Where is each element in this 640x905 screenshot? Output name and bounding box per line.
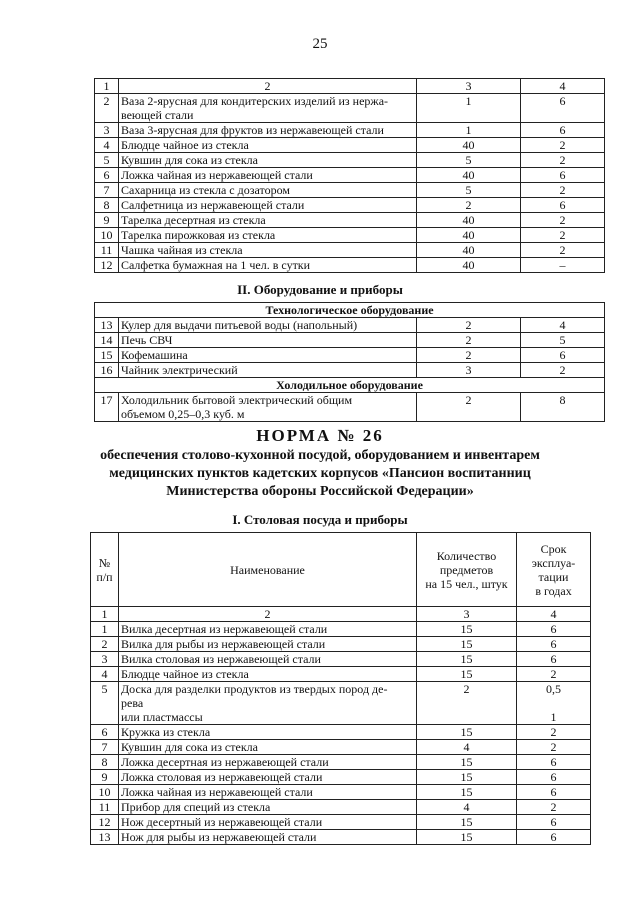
table-row	[95, 94, 605, 123]
item-quantity: 15	[417, 830, 517, 845]
item-name-line: объемом 0,25–0,3 куб. м	[121, 407, 245, 421]
item-quantity: 1	[417, 123, 521, 138]
item-term-value: 6	[550, 770, 557, 784]
item-name	[119, 94, 417, 123]
item-term-value: 2	[550, 667, 557, 681]
item-quantity: 15	[417, 637, 517, 652]
table-row	[95, 258, 605, 273]
item-quantity: 15	[417, 815, 517, 830]
item-term: 6	[521, 94, 605, 123]
norma-title-line: Министерства обороны Российской Федерации»	[166, 484, 474, 499]
item-name	[119, 213, 417, 228]
item-term-value: 6	[550, 652, 557, 666]
item-name	[119, 153, 417, 168]
row-number: 10	[95, 228, 119, 243]
row-number: 2	[95, 94, 119, 123]
row-number: 7	[91, 740, 119, 755]
item-name-line: Кофемашина	[121, 348, 188, 362]
item-name	[119, 243, 417, 258]
item-term: 2	[521, 213, 605, 228]
table-row	[95, 363, 605, 378]
item-quantity: 3	[417, 363, 521, 378]
col-header-number	[91, 533, 119, 607]
item-name-line: Вилка столовая из нержавеющей стали	[121, 652, 321, 666]
row-number: 3	[95, 123, 119, 138]
item-quantity: 40	[417, 138, 521, 153]
item-quantity: 5	[417, 183, 521, 198]
subheader-refrigeration-row	[95, 378, 605, 393]
item-quantity: 40	[417, 243, 521, 258]
table-equipment	[94, 302, 605, 422]
item-name-line: Ложка столовая из нержавеющей стали	[121, 770, 323, 784]
item-term: 6	[521, 348, 605, 363]
item-name-line: Салфетница из нержавеющей стали	[121, 198, 305, 212]
item-quantity: 2	[417, 198, 521, 213]
item-term-value: 6	[550, 622, 557, 636]
item-name-line: Тарелка десертная из стекла	[121, 213, 266, 227]
item-name	[119, 740, 417, 755]
col-header-quantity	[417, 533, 517, 607]
item-term: 4	[521, 318, 605, 333]
table-row	[91, 830, 591, 845]
item-term	[517, 770, 591, 785]
item-quantity: 40	[417, 228, 521, 243]
row-number: 6	[95, 168, 119, 183]
item-term-value: 6	[550, 830, 557, 844]
col-header-name: Наименование	[119, 533, 417, 607]
item-name	[119, 652, 417, 667]
row-number: 15	[95, 348, 119, 363]
item-term: 6	[521, 198, 605, 213]
item-quantity: 2	[417, 333, 521, 348]
item-term	[517, 622, 591, 637]
item-name-line: Ложка чайная из нержавеющей стали	[121, 785, 313, 799]
col-header-text: Срок	[540, 541, 567, 556]
table-row	[95, 198, 605, 213]
column-number: 4	[521, 79, 605, 94]
table-row	[91, 815, 591, 830]
row-number: 11	[91, 800, 119, 815]
item-term-value: 6	[550, 637, 557, 651]
col-header-text: предметов	[439, 562, 494, 577]
col-header-term	[517, 533, 591, 607]
item-name-line: Чайник электрический	[121, 363, 238, 377]
item-quantity: 15	[417, 785, 517, 800]
norma-heading: НОРМА № 26	[256, 426, 384, 445]
table-row	[91, 652, 591, 667]
table-row	[95, 393, 605, 422]
item-quantity: 2	[417, 318, 521, 333]
table-header-row	[91, 533, 591, 607]
row-number: 4	[91, 667, 119, 682]
item-term	[517, 725, 591, 740]
item-name	[119, 258, 417, 273]
item-name-line: Тарелка пирожковая из стекла	[121, 228, 276, 242]
page-number: 25	[312, 36, 328, 52]
item-name-line: Кружка из стекла	[121, 725, 211, 739]
col-header-text: п/п	[96, 569, 113, 584]
table-tableware	[90, 532, 591, 845]
item-name	[119, 785, 417, 800]
col-header-text: №	[98, 555, 111, 570]
item-term	[517, 740, 591, 755]
column-numbers-row	[91, 607, 591, 622]
item-name-line: Холодильник бытовой электрический общим	[121, 393, 353, 407]
item-term: 6	[521, 123, 605, 138]
row-number: 13	[95, 318, 119, 333]
table-row	[95, 243, 605, 258]
row-number: 11	[95, 243, 119, 258]
table-row	[91, 637, 591, 652]
item-term: 5	[521, 333, 605, 348]
item-name-line: Вилка для рыбы из нержавеющей стали	[121, 637, 326, 651]
item-term: 2	[521, 228, 605, 243]
item-name	[119, 770, 417, 785]
row-number: 2	[91, 637, 119, 652]
item-name-line: Нож десертный из нержавеющей стали	[121, 815, 323, 829]
item-term-value: 0,5	[546, 682, 561, 696]
item-name	[119, 168, 417, 183]
item-term-value: 2	[550, 725, 557, 739]
table-row	[95, 228, 605, 243]
item-name	[119, 682, 417, 725]
row-number: 7	[95, 183, 119, 198]
row-number: 8	[91, 755, 119, 770]
item-quantity: 15	[417, 652, 517, 667]
item-term	[517, 755, 591, 770]
item-term-value	[519, 696, 588, 710]
item-name	[119, 123, 417, 138]
item-name-line: Вилка десертная из нержавеющей стали	[121, 622, 328, 636]
col-header-text: эксплуа-	[531, 555, 576, 570]
item-quantity: 15	[417, 725, 517, 740]
item-name	[119, 622, 417, 637]
table-row	[95, 348, 605, 363]
column-number: 1	[91, 607, 119, 622]
item-name-line: веющей стали	[121, 108, 194, 122]
column-number: 1	[95, 79, 119, 94]
item-name	[119, 183, 417, 198]
item-term	[517, 830, 591, 845]
item-name	[119, 725, 417, 740]
item-name-line: рева	[121, 696, 144, 710]
item-term-value: 2	[550, 740, 557, 754]
section-2-title: II. Оборудование и приборы	[237, 282, 403, 297]
item-term: 2	[521, 138, 605, 153]
item-name-line: Печь СВЧ	[121, 333, 173, 347]
item-name	[119, 667, 417, 682]
table-row	[95, 138, 605, 153]
item-term-value: 6	[550, 815, 557, 829]
item-term-value: 6	[550, 785, 557, 799]
item-name	[119, 348, 417, 363]
item-name	[119, 815, 417, 830]
item-name	[119, 138, 417, 153]
item-name	[119, 637, 417, 652]
item-name-line: или пластмассы	[121, 710, 203, 724]
item-term	[517, 652, 591, 667]
column-number: 2	[119, 607, 417, 622]
item-name-line: Блюдце чайное из стекла	[121, 138, 249, 152]
table-row	[91, 785, 591, 800]
item-name-line: Кувшин для сока из стекла	[121, 153, 258, 167]
item-name-line: Блюдце чайное из стекла	[121, 667, 249, 681]
subheader-technological-row	[95, 303, 605, 318]
col-header-text: в годах	[535, 583, 572, 598]
item-term: 2	[521, 183, 605, 198]
table-tableware-continued	[94, 78, 605, 273]
item-name	[119, 363, 417, 378]
row-number: 12	[91, 815, 119, 830]
table-row	[95, 333, 605, 348]
item-quantity: 5	[417, 153, 521, 168]
item-term	[517, 800, 591, 815]
row-number: 12	[95, 258, 119, 273]
table-row	[91, 740, 591, 755]
item-term	[517, 815, 591, 830]
norma-title-line: обеспечения столово-кухонной посудой, оборудованием и инвентарем	[100, 448, 540, 463]
table-row	[95, 153, 605, 168]
item-name-line: Кувшин для сока из стекла	[121, 740, 258, 754]
row-number: 8	[95, 198, 119, 213]
item-name	[119, 393, 417, 422]
row-number: 5	[95, 153, 119, 168]
item-term: 2	[521, 363, 605, 378]
item-term-value: 6	[550, 755, 557, 769]
col-header-text: тации	[538, 569, 569, 584]
table-row	[91, 755, 591, 770]
column-number: 4	[517, 607, 591, 622]
table-row	[91, 667, 591, 682]
row-number: 17	[95, 393, 119, 422]
item-quantity: 40	[417, 168, 521, 183]
section-1-title: I. Столовая посуда и приборы	[232, 512, 408, 527]
row-number: 9	[95, 213, 119, 228]
item-name	[119, 800, 417, 815]
row-number: 3	[91, 652, 119, 667]
row-number: 4	[95, 138, 119, 153]
column-number: 2	[119, 79, 417, 94]
table-row	[95, 123, 605, 138]
item-quantity: 2	[417, 682, 517, 725]
col-header-text: Количество	[436, 548, 497, 563]
item-name-line: Ложка десертная из нержавеющей стали	[121, 755, 329, 769]
item-name-line: Ваза 3-ярусная для фруктов из нержавеющей стали	[121, 123, 384, 137]
subheader-refrigeration: Холодильное оборудование	[95, 378, 605, 393]
table-row	[91, 682, 591, 725]
row-number: 5	[91, 682, 119, 725]
column-number: 3	[417, 607, 517, 622]
column-numbers-row	[95, 79, 605, 94]
item-term	[517, 682, 591, 725]
item-term: –	[521, 258, 605, 273]
item-term	[517, 785, 591, 800]
row-number: 14	[95, 333, 119, 348]
item-term-value: 2	[550, 800, 557, 814]
row-number: 6	[91, 725, 119, 740]
item-term	[517, 637, 591, 652]
norma-title	[60, 447, 580, 501]
item-name-line: Кулер для выдачи питьевой воды (напольный)	[121, 318, 358, 332]
item-term: 2	[521, 153, 605, 168]
item-name-line: Доска для разделки продуктов из твердых пород де-	[121, 682, 388, 696]
item-quantity: 4	[417, 740, 517, 755]
item-name	[119, 755, 417, 770]
table-row	[95, 168, 605, 183]
item-quantity: 4	[417, 800, 517, 815]
table-row	[91, 725, 591, 740]
item-term	[517, 667, 591, 682]
item-name-line: Чашка чайная из стекла	[121, 243, 243, 257]
item-quantity: 40	[417, 213, 521, 228]
row-number: 13	[91, 830, 119, 845]
item-name-line: Ваза 2-ярусная для кондитерских изделий из нержа-	[121, 94, 389, 108]
item-name	[119, 198, 417, 213]
table-row	[91, 770, 591, 785]
item-name-line: Прибор для специй из стекла	[121, 800, 271, 814]
table-row	[91, 622, 591, 637]
item-name-line: Салфетка бумажная на 1 чел. в сутки	[121, 258, 311, 272]
column-number: 3	[417, 79, 521, 94]
item-name	[119, 228, 417, 243]
table-row	[95, 183, 605, 198]
norma-title-line: медицинских пунктов кадетских корпусов «Пансион воспитанниц	[109, 466, 531, 481]
item-quantity: 15	[417, 667, 517, 682]
item-quantity: 1	[417, 94, 521, 123]
item-quantity: 2	[417, 393, 521, 422]
item-term-value: 1	[550, 710, 557, 724]
table-row	[91, 800, 591, 815]
row-number: 10	[91, 785, 119, 800]
item-name-line: Нож для рыбы из нержавеющей стали	[121, 830, 317, 844]
item-quantity: 40	[417, 258, 521, 273]
item-quantity: 2	[417, 348, 521, 363]
item-term: 6	[521, 168, 605, 183]
item-term: 8	[521, 393, 605, 422]
item-term: 2	[521, 243, 605, 258]
table-row	[95, 213, 605, 228]
item-quantity: 15	[417, 622, 517, 637]
item-name-line: Ложка чайная из нержавеющей стали	[121, 168, 313, 182]
item-name	[119, 830, 417, 845]
item-name-line: Сахарница из стекла с дозатором	[121, 183, 290, 197]
row-number: 9	[91, 770, 119, 785]
row-number: 1	[91, 622, 119, 637]
table-row	[95, 318, 605, 333]
subheader-technological: Технологическое оборудование	[95, 303, 605, 318]
item-name	[119, 318, 417, 333]
item-quantity: 15	[417, 770, 517, 785]
item-name	[119, 333, 417, 348]
col-header-text: на 15 чел., штук	[425, 576, 508, 591]
row-number: 16	[95, 363, 119, 378]
item-quantity: 15	[417, 755, 517, 770]
